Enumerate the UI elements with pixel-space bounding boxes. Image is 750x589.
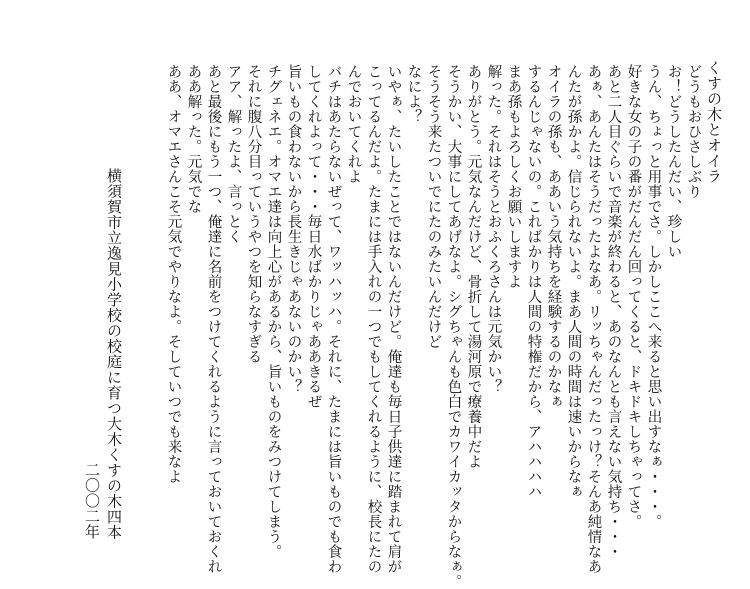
text-line: ああ解った。元気でな bbox=[185, 64, 202, 214]
text-line: んたが孫かよ。信じられないよ。まあ人間の時間は速いからなぁ bbox=[565, 64, 582, 499]
text-line: うん、ちょっと用事でさ。しかしここへ来ると思い出すなぁ・・・。 bbox=[645, 64, 662, 529]
text-line: どうもおひさしぶり bbox=[685, 64, 702, 199]
text-line: いやぁ、たいしたことではないんだけど。俺達も毎日子供達に踏まれて肩が bbox=[385, 64, 402, 574]
text-line: アア、解ったよ、言っとく bbox=[225, 64, 242, 244]
text-line: んでおいてくれよ bbox=[345, 64, 362, 184]
document-title: くすの木とオイラ bbox=[705, 60, 723, 184]
text-line: お！どうしたんだい、珍しい bbox=[665, 64, 682, 259]
text-line: そうかい、大事にしてあげなよ。シグちゃんも色白でカワイカッタからなぁ。 bbox=[445, 64, 462, 589]
text-line: こってるんだよ。たまには手入れの一つでもしてくれるように、校長にたの bbox=[365, 64, 382, 574]
text-line: あぁ、あんたはそうだったよなあ。リッちゃんだったっけ？そんあ純情なあ bbox=[585, 64, 602, 574]
text-line: まあ孫もよろしくお願いしますよ bbox=[505, 64, 522, 289]
text-line: オイラの孫も、ああいう気持ちを経験するのかなぁ bbox=[545, 64, 562, 409]
text-line: バチはあたらないぜって、ワッハッハ。それに、たまには旨いものでも食わ bbox=[325, 64, 342, 574]
text-line: あと二人目ぐらいで音楽が終わると、あのなんとも言えない気持ち・・・ bbox=[605, 64, 622, 559]
text-line: 解った。それはそうとおふくろさんは元気かい？ bbox=[485, 64, 502, 394]
text-line: ああ、オマエさんこそ元気でやりなよ。そしていつでも来なよ bbox=[165, 64, 182, 484]
signature-author: 横須賀市立逸見小学校の校庭に育つ大木くすの木四本 bbox=[105, 168, 123, 540]
text-line: それに腹八分目っていうやつを知らなすぎる bbox=[245, 64, 262, 364]
text-line: なによ？ bbox=[405, 64, 422, 124]
text-line: チグェネエ。オマエ達は向上心があるから、旨いものをみつけてしまう。 bbox=[265, 64, 282, 559]
text-line: するんじゃないの。こればかりは人間の特権だから、アハハハハ bbox=[525, 64, 542, 499]
signature-year: 二〇〇二年 bbox=[83, 462, 101, 540]
text-line: 好きな女の子の番がだんだん回ってくると、ドキドキしちゃってさ。 bbox=[625, 64, 642, 529]
text-line: あと最後にもう一つ、俺達に名前をつけてくれるように言っておいておくれ bbox=[205, 64, 222, 574]
text-line: 旨いもの食わないから長生きじゃあないのかい？ bbox=[285, 64, 302, 394]
text-line: ありがとう。元気なんだけど、骨折して湯河原で療養中だよ bbox=[465, 64, 482, 469]
text-line: してくれよって・・・毎日水ばかりじゃああきるぜ bbox=[305, 64, 322, 409]
text-line: そうそう来たついでにたのみたいんだけど bbox=[425, 64, 442, 349]
